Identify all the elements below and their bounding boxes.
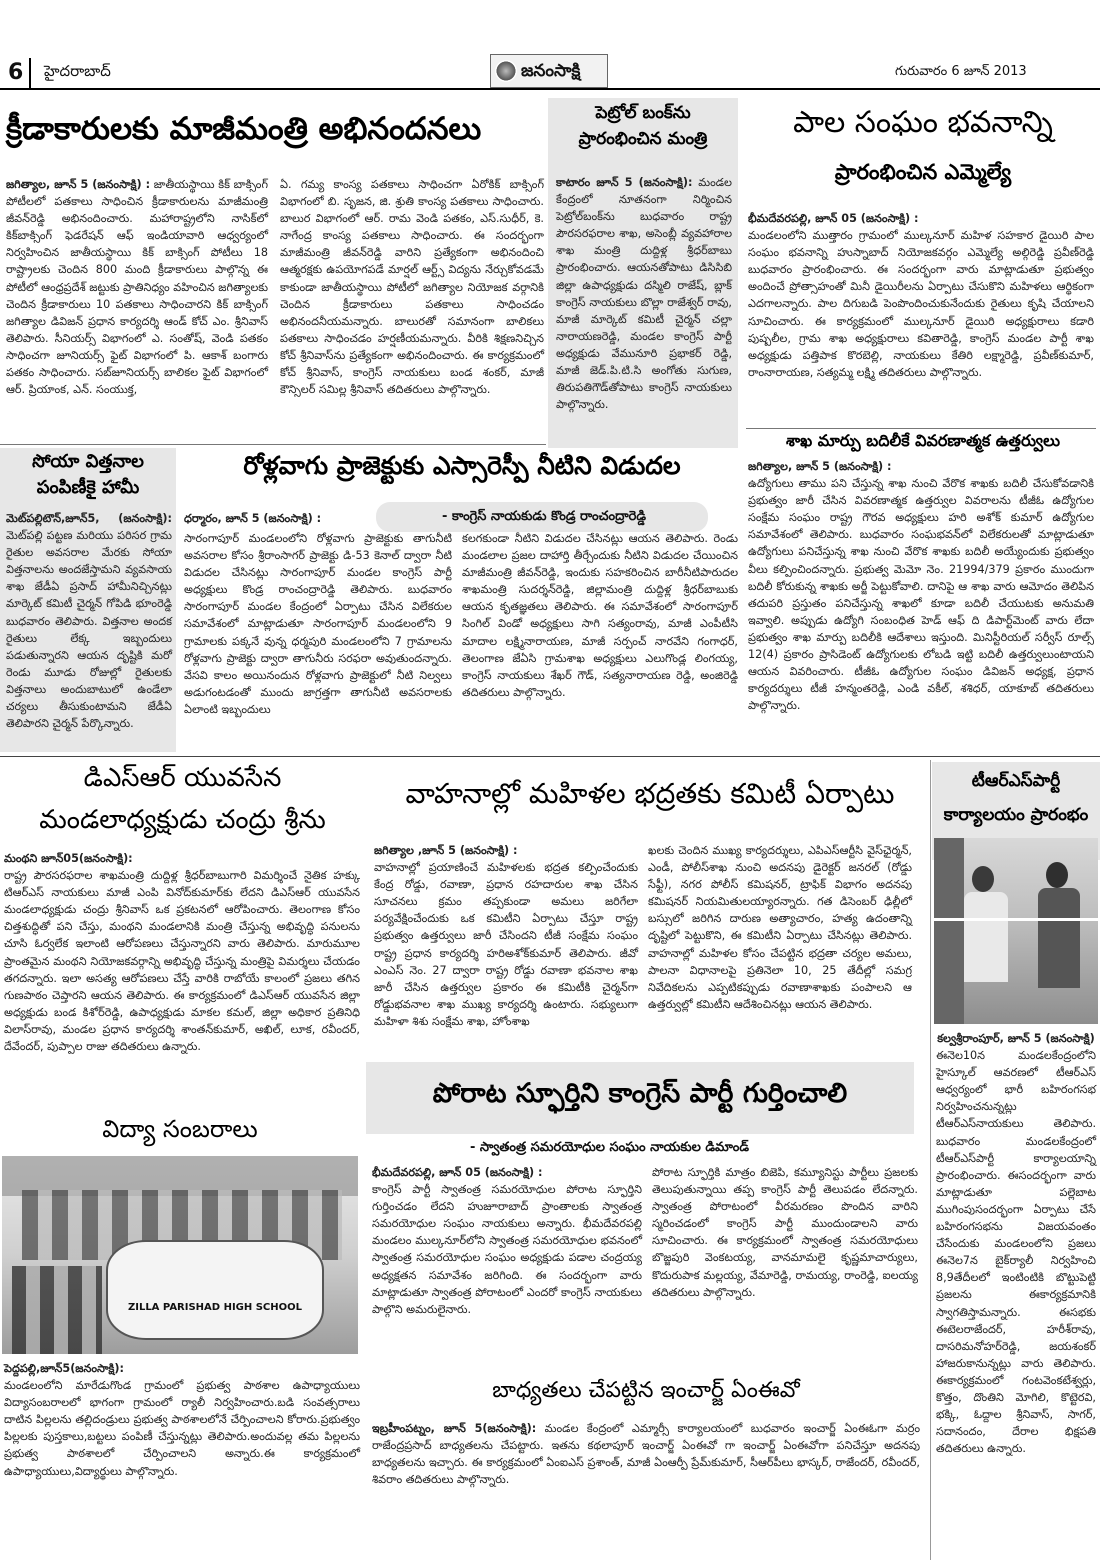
a6-subhead-box bbox=[376, 502, 708, 532]
a5-dateline: మెట్‌పల్లిటౌన్,జూన్5, (జనంసాక్షి): bbox=[6, 512, 172, 525]
a9-photo bbox=[934, 838, 1098, 1024]
a8-col2: ఖలకు చెందిన ముఖ్య కార్యదర్శులు, ఎపిఎస్ఆర్టీసి వైస్‌ఛైర్మన్, ఎండీ, పోలీస్‌శాఖ నుంచి అదనపు డైరెక్టర్ జనరల్ (రోడ్డు సేఫ్టీ), నగర పోలీస్ కమిషనర్, ట్రాఫిక్ విభాగం అదనపు కమిషనర్ నియమితులయ్యారన్నారు. గత డిసెంబర్ ఢిల్లీలో బస్సులో జరిగిన దారుణ అత్యాచారం, హత్య ఉదంతాన్ని దృష్టిలో పెట్టుకొని, ఈ కమిటీని ఏర్పాటు చేసినట్లు తెలిపారు. వాహనాల్లో మహిళల కోసం చేపట్టిన భద్రతా చర్యల అమలు, పాలనా విధానాలపై ప్రతినెలా 10, 25 తేదీల్లో సమగ్ర నివేదికలను ఎప్పటికప్పుడు రవాణాశాఖకు పంపాలని ఆ ఉత్తర్వుల్లో కమిటీని ఆదేశించినట్లు ఆయన తెలిపారు. bbox=[648, 844, 912, 1011]
photo-person2-head bbox=[1046, 862, 1068, 888]
row2-rule bbox=[0, 756, 1100, 757]
a5-headline-line2: పంపిణీకై హామీ bbox=[36, 477, 140, 498]
masthead-title: జనంసాక్షి bbox=[521, 61, 581, 81]
a9-dateline: కల్వశ్రీరాంపూర్, జూన్ 5 (జనంసాక్షి) bbox=[937, 1032, 1095, 1045]
a12-headline: బాధ్యతలు చేపట్టిన ఇంచార్జ్ ఏంఈవో bbox=[492, 1378, 800, 1403]
a4-dateline: జగిత్యాల, జూన్ 5 (జనంసాక్షి) : bbox=[748, 460, 892, 473]
a8-headline: వాహనాల్లో మహిళల భద్రతకు కమిటీ ఏర్పాటు bbox=[405, 777, 895, 810]
a9-headline-line2: కార్యాలయం ప్రారంభం bbox=[943, 805, 1089, 825]
a2-headline-line1: పెట్రోల్ బంక్‌ను bbox=[595, 103, 691, 123]
a8-body-col1: వాహనాల్లో ప్రయాణించే మహిళలకు భద్రత కల్పించేందుకు కేంద్ర రోడ్డు, రవాణా, ప్రధాన రహదారుల శాఖ చేసిన సూచనలు క్రమం తప్పకుండా అమలు జరిగేలా పర్యవేక్షించేందుకు ఒక కమిటీని ఏర్పాటు చేస్తూ రాష్ట్ర ప్రభుత్వం ఉత్తర్వులు జారీ చేసిందని టీజీ సంక్షేమ సంఘం రాష్ట్ర ప్రధాన కార్యదర్శి హరిఅశోక్‌కుమార్ తెలిపారు. జీవో ఎంఎస్ నెం. 27 ద్వారా రాష్ట్ర రోడ్డు రవాణా భవనాల శాఖ జారీ చేసిన ఉత్తర్వుల ప్రకారం ఈ కమిటీకి చైర్మన్‌గా రోడ్డుభవనాల శాఖ ముఖ్య కార్యదర్శి ఉంటారు. సభ్యులుగా మహిళా శిశు సంక్షేమ శాఖ, హోంశాఖ bbox=[374, 861, 638, 1028]
a3-headline-line1: పాల సంఘం భవనాన్ని bbox=[793, 105, 1053, 140]
a12-body-block bbox=[372, 1420, 920, 1492]
a11-headline: విద్యా సంబరాలు bbox=[102, 1115, 258, 1143]
a1-col1 bbox=[6, 176, 268, 434]
a10-subhead: - స్వాతంత్ర సమరయోధుల సంఘం నాయకుల డిమాండ్ bbox=[470, 1140, 749, 1155]
a2-body-block bbox=[556, 174, 732, 444]
a2-box bbox=[548, 98, 738, 448]
a5-headline-line1: సోయా విత్తనాల bbox=[32, 451, 144, 472]
a10-headline-box bbox=[366, 1062, 914, 1134]
photo-group-front bbox=[12, 1266, 102, 1354]
photo-person2-body bbox=[1038, 888, 1080, 988]
a7-headline-line1: డిఎస్ఆర్ యువసేన bbox=[83, 763, 282, 793]
a10-body-col1: కాంగ్రెస్ పార్టీ స్వాతంత్ర సమరయోధుల పోరాట స్ఫూర్తిని గుర్తించడం లేదని హుజూరాబాద్ ప్రాంతాలకు స్వాతంత్ర సమరయోధుల సంఘం నాయకులు అన్నారు. భీమదేవరపల్లి మండలం ముల్కనూర్‌లోని స్వాతంత్ర సమరయోధుల భవనంలో స్వాతంత్ర సమరయోధుల సంఘం అధ్యక్షుడు పడాల చంద్రయ్య అధ్యక్షతన సమావేశం జరిగింది. ఈ సందర్భంగా వారు మాట్లాడుతూ స్వాతంత్ర పోరాటంలో ఎందరో కాంగ్రెస్ నాయకులు పాల్గొని అమరులైనారు. bbox=[372, 1183, 642, 1316]
photo-person-body bbox=[964, 892, 1008, 982]
a8-dateline: జగిత్యాల ,జూన్ 5 (జనంసాక్షి) : bbox=[374, 844, 518, 857]
right-col-rule bbox=[930, 760, 931, 1560]
a3-dateline: భీమదేవరపల్లి, జూన్ 05 (జనంసాక్షి) : bbox=[748, 212, 919, 225]
a6-dateline: ధర్మారం, జూన్ 5 (జనంసాక్షి) : bbox=[184, 512, 322, 525]
a7-body-block bbox=[4, 850, 360, 1120]
a2-headline-line2: ప్రారంభించిన మంత్రి bbox=[578, 129, 708, 149]
a4-body: ఉద్యోగులు తాము పని చేస్తున్న శాఖ నుంచి వేరొక శాఖకు బదిలీ చేసుకోవడానికి ప్రభుత్వం జారీ చేసిన వివరణాత్మక ఉత్తర్వుల వివరాలను టీజీఓ ఉద్యోగుల సంక్షేమ సంఘం రాష్ట్ర గౌరవ అధ్యక్షులు హరి అశోక్ కుమార్ ఉద్యోగుల సమావేశంలో తెలిపారు. బుధవారం సంఘభవన్‌లో విలేకరులతో మాట్లాడుతూ ఉద్యోగులు పనిచేస్తున్న శాఖ నుంచి వేరొక శాఖకు బదిలీ అయ్యేందుకు ప్రభుత్వం వీలు కల్పించిందన్నారు. ప్రభుత్వ మెమో నెం. 21994/379 ప్రకారం ముందుగా బదిలీ కోరుకున్న శాఖకు అర్జీ పెట్టుకోవాలి. దానిపై ఆ శాఖ వారు ఆమోదం తెలిపిన తదుపరి ప్రస్తుతం పనిచేస్తున్న శాఖలో కూడా బదిలీ చేయుటకు అనుమతి ఇవ్వాలి. అప్పుడు ఉద్యోగి సంబంధిత హెడ్ ఆఫ్ ది డిపార్ట్‌మెంట్ వారు లేదా ప్రభుత్వం శాఖ మార్పు బదిలీకి ఆదేశాలు ఇస్తుంది. మినిస్టీరియల్ సర్వీస్ రూల్స్ 12(4) ప్రకారం ప్రాసిడెంట్ ఉద్యోగులకు లోబడి ఇట్టి బదిలీ ఉత్తర్వులుంటాయని ఆయన వివరించారు. టీజీఓ ఉద్యోగుల సంఘం డివిజన్ అధ్యక్ష, ప్రధాన కార్యదర్శులు టీజీ హన్మంతరెడ్డి, ఎండి వకీల్, శశిధర్, యాకూబ్ తదితరులు పాల్గొన్నారు. bbox=[748, 477, 1094, 713]
a8-col1 bbox=[374, 842, 638, 1058]
a6-col1: సారంగాపూర్ మండలంలోని రోళ్లవాగు ప్రాజెక్టుకు తాగునీటి అవసరాల కోసం శ్రీరాంసాగర్ ప్రాజెక్టు డి-53 కెనాల్ ద్వారా నీటి విడుదల చేసినట్లు సారంగాపూర్ మండల కాంగ్రెస్ పార్టీ అధ్యక్షులు కొండ్ర రాంచంద్రారెడ్డి తెలిపారు. బుధవారం సారంగాపూర్ మండల కేంద్రంలో ఏర్పాటు చేసిన విలేకరుల సమావేశంలో మాట్లాడుతూ సారంగాపూర్ మండలంలోని 9 గ్రామాలకు పక్కనే వున్న ధర్మపురి మండలంలోని 7 గ్రామాలను రోళ్లవాగు ప్రాజెక్టు ద్వారా తాగునీరు సరఫరా అవుతుందన్నారు. వేసవి కాలం అయినందున రోళ్లవాగు ప్రాజెక్టులో నీటి నిల్వలు అడుగంటడంతో ముందు జాగ్రత్తగా తాగునీటి అవసరాలకు ఏలాంటి ఇబ్బందులు bbox=[184, 532, 452, 716]
a12-dateline: ఇబ్రహీంపట్నం, జూన్ 5(జనంసాక్షి): bbox=[372, 1422, 537, 1435]
a10-col2: పోరాట స్ఫూర్తికి మాత్రం బిజెపి, కమ్యూనిస్టు పార్టీలు ప్రజలకు తెలుపుతున్నాయి తప్ప కాంగ్రెస్ పార్టీ తెలుపడం లేదన్నారు. స్వాతంత్ర పోరాటంలో వీరమరణం పొందిన వారిని స్మరించడంలో కాంగ్రెస్ పార్టీ ముందుండాలని వారు సూచించారు. ఈ కార్యక్రమంలో స్వాతంత్ర సమరయోధులు బొజ్జపురి వెంకటయ్య, వానమామలై కృష్ణమాచార్యులు, కొదురుపాక మల్లయ్య, వేమారెడ్డి, రామయ్య, రాంరెడ్డి, ఐలయ్య తదితరులు పాల్గొన్నారు. bbox=[652, 1166, 918, 1299]
a11-body-block bbox=[4, 1360, 360, 1478]
header-rule bbox=[0, 88, 1100, 90]
a1-col2 bbox=[280, 176, 544, 434]
a7-headline-line2: మండలాధ్యక్షుడు చంద్రు శ్రీను bbox=[39, 805, 326, 835]
a11-photo bbox=[2, 1156, 358, 1354]
masthead-emblem-icon bbox=[495, 60, 517, 82]
a6-col2: కలగకుండా నీటిని విడుదల చేసినట్లు ఆయన తెలిపారు. రెండు మండలాల ప్రజల దాహార్తి తీర్చేందుకు నీటిని విడుదల చేయించిన మాజీమంత్రి జీవన్‌రెడ్డి, ఇందుకు సహకరించిన బారీనీటిపారుదల శాఖమంత్రి సుదర్శన్‌రెడ్డి, జిల్లామంత్రి దుద్దిళ్ల శ్రీధర్‌బాబుకు ఆయన కృతజ్ఞతలు తెలిపారు. ఈ సమావేశంలో సారంగాపూర్ సింగిల్ విండో అధ్యక్షులు సాగి సత్యంరావు, మాజీ ఎంపీటీసి మాదాల లక్ష్మినారాయణ, మాజీ సర్పంచ్ నారవేని గంగాధర్, తెలంగాణ జేఏసి గ్రామశాఖ అధ్యక్షులు ఎలుగొండ్ల లింగయ్య, కాంగ్రెస్ నాయకులు శేఖర్ గౌడ్, సత్యనారాయణ రెడ్డి, అంజిరెడ్డి తదితరులు పాల్గొన్నారు. bbox=[462, 532, 738, 699]
a9-headline-line1: టీఆర్ఎస్‌పార్టీ bbox=[971, 771, 1061, 791]
a4-body-block bbox=[748, 458, 1094, 750]
a9-body-block bbox=[936, 1030, 1096, 1524]
a6-headline: రోళ్లవాగు ప్రాజెక్టుకు ఎస్సారెస్పీ నీటిని విడుదల bbox=[243, 451, 681, 480]
a1-headline: క్రీడాకారులకు మాజీమంత్రి అభినందనలు bbox=[6, 111, 482, 147]
photo-doorframe bbox=[934, 838, 964, 1024]
school-banner bbox=[106, 1240, 324, 1340]
a3-headline-line2: ప్రారంభించిన ఎమ్మెల్యే bbox=[834, 160, 1012, 184]
a9-body: ఈనెల10న మండలకేంద్రంలోని హైస్కూల్ ఆవరణలో టీఆర్ఎస్ ఆధ్వర్యంలో భారీ బహిరంగసభ నిర్వహించనున్నట్లు టీఆర్ఎస్‌నాయకులు తెలిపారు. బుధవారం మండలకేంద్రంలో టీఆర్ఎస్‌పార్టీ కార్యాలయాన్ని ప్రారంభించారు. ఈసందర్భంగా వారు మాట్లాడుతూ పల్లెబాట ముగింపుసందర్భంగా ఏర్పాటు చేసే బహిరంగసభను విజయవంతం చేసేందుకు మండలంలోని ప్రజలు ఈనెల7న బైక్‌ర్యాలీ నిర్వహించి 8,9తేదీలలో ఇంటింటికి బొట్టుపెట్టి ప్రజలను ఈకార్యక్రమానికి స్వాగతిస్తామన్నారు. ఈసభకు ఈటెలరాజేందర్, హరీశ్‌రావు, దాసరిమనోహర్‌రెడ్డి, జయశంకర్ హాజరుకానున్నట్లు వారు తెలిపారు. ఈకార్యక్రమంలో గంటవెంకటేశ్వర్లు, కొత్తం, దొంతిని మోగిలి, కొట్టెరవి, భక్కి, ఓద్దాల శ్రీనివాస్, సాగర్, సదానందం, దేరాల భిక్షపతి తదితరులు ఉన్నారు. bbox=[936, 1049, 1096, 1456]
a2-body: మండల కేంద్రంలో నూతనంగా నిర్మించిన పెట్రోల్‌బంక్‌ను బుధవారం రాష్ట్ర పౌరసరఫరాల శాఖ, అసెంబ్లీ వ్యవహారాల శాఖ మంత్రి దుద్దిళ్ల శ్రీధర్‌బాబు ప్రారంభించారు. ఆయనతోపాటు డిసిసిబి జిల్లా ఉపాధ్యక్షుడు దస్మిలి రాజేష్, బ్లాక్ కాంగ్రెస్ నాయకులు బొల్లా రాజేశ్వర్ రావు, మాజీ మార్కెట్ కమిటీ చైర్మన్ చల్లా నారాయణరెడ్డి, మండల కాంగ్రెస్ పార్టీ అధ్యక్షుడు వేమునూరి ప్రభాకర్ రెడ్డి, మాజీ జెడ్.పి.టి.సి అంగోతు సుగుణ, తిరుపతిగౌడ్‌తోపాటు కాంగ్రెస్ నాయకులు పాల్గొన్నారు. bbox=[556, 176, 732, 412]
school-banner-text: ZILLA PARISHAD HIGH SCHOOL bbox=[127, 1302, 303, 1313]
a5-body: మెట్‌పల్లి పట్టణ మరియు పరిసర గ్రామ రైతుల అవసరాల మేరకు సోయా విత్తనాలను అందజేస్తామని వ్యవసాయ శాఖ జేడీఏ ప్రసాద్ హామీనిచ్చినట్లు మార్కెట్ కమిటీ చైర్మన్ గోపిడి భూంరెడ్డి బుధవారం తెలిపారు. విత్తనాల అందక రైతులు లేక్క ఇబ్బందులు పడుతున్నారని ఆయన దృష్టికి మరో రెండు మూడు రోజుల్లో రైతులకు విత్తనాలు అందుబాటులో ఉండేలా చర్యలు తీసుకుంటామని జేడీఏ తెలిపారని చైర్మన్ పేర్కొన్నారు. bbox=[6, 529, 172, 731]
a4-headline: శాఖ మార్పు బదిలీకే వివరణాత్మక ఉత్తర్వులు bbox=[785, 431, 1061, 450]
page-number-rule bbox=[29, 58, 31, 88]
a5-body-block bbox=[6, 510, 172, 748]
a2-dateline: కాటారం జూన్ 5 (జనంసాక్షి): bbox=[556, 176, 693, 189]
photo-person-head bbox=[972, 866, 994, 892]
a11-dateline: పెద్దపల్లి,జూన్5(జనంసాక్షి): bbox=[4, 1362, 124, 1375]
a1-body-col1: జాతీయస్థాయి కిక్ బాక్సింగ్ పోటీలలో పతకాలు సాధించిన క్రీడాకారులను మాజీమంత్రి జీవన్‌రెడ్డి అభినందించారు. మహారాష్ట్రలోని నాసిక్‌లో కిక్‌బాక్సింగ్ ఫెడరేషన్ ఆఫ్ ఇండియావారి ఆధ్వర్యంలో నిర్వహించిన జాతీయస్థాయి కిక్ బాక్సింగ్ పోటీలు 18 రాష్ట్రాలకు చెందిన 800 మంది క్రీడాకారులు పాల్గొన్న ఈ పోటీలో ఆంధ్రప్రదేశ్ జట్టుకు ప్రాతినిధ్యం వహించిన జగిత్యాలకు చెందిన క్రీడాకారులు 10 పతకాలు సాధించారని కిక్ బాక్సింగ్ జగిత్యాల డివిజన్ ప్రధాన కార్యదర్శి ఆండ్ కోచ్ ఎం. శ్రీనివాస్ తెలిపారు. సీనియర్స్ విభాగంలో ఎ. సంతోష్, వెండి పతకం సాధించగా జూనియర్స్ ఫైట్ విభాగంలో పి. ఆకాశ్ బంగారు పతకం సాధించారు. సబ్‌జూనియర్స్ బాలికల ఫైట్ విభాగంలో ఆర్. ప్రియాంక, ఎన్. సంయుక్త, bbox=[6, 178, 269, 397]
a5-box bbox=[0, 448, 176, 752]
a7-dateline: మంథని జూన్05(జనంసాక్షి): bbox=[4, 852, 133, 865]
page-number: 6 bbox=[8, 60, 24, 85]
header-date: గురువారం 6 జూన్ 2013 bbox=[895, 64, 1027, 79]
a3-rule bbox=[746, 428, 1096, 429]
a12-body: మండల కేంద్రంలో ఎమ్మార్సీ కార్యాలయంలో బుధవారం ఇంచార్జ్ ఏంఈఓగా మర్రం రాజేంద్రప్రసాద్ బాధ్యతలను చేపట్టారు. ఇతను కథలాపూర్ ఇంచార్జ్ ఏంఈవో గా ఇంచార్జ్ ఏంఈవోగా పనిచేస్తూ అదనపు బాధ్యతలను ఇచ్చారు. ఈ కార్యక్రమంలో ఏంఐఎస్ ప్రశాంత్, మాజీ ఏంఆర్పీ ప్రేమ్‌కుమార్, సీఆర్‌పీలు భాస్కర్, రాజేందర్, రవీందర్, శివరాం తదితరులు పాల్గొన్నారు. bbox=[372, 1422, 921, 1487]
row1-rule bbox=[0, 444, 546, 445]
a11-body: మండలంలోని మారేడుగొండ గ్రామంలో ప్రభుత్వ పాఠశాల ఉపాధ్యాయులు విద్యాసంబరాలలో భాగంగా గ్రామంలో ర్యాలీ నిర్వహించారు.బడి సంవత్సరాలు దాటిన పిల్లలను తల్లిదండ్రులు ప్రభుత్వ పాఠశాలలోనే చేర్పించాలని కోరారు.ప్రభుత్వం పిల్లలకు పుస్తకాలు,బట్టలు పంపిణీ చేస్తున్నట్లు తెలిపారు.అందువల్ల తమ పిల్లలను ప్రభుత్వ పాఠశాలలో చేర్పించాలని అన్నారు.ఈ కార్యక్రమంలో ఉపాధ్యాయులు,విద్యార్థులు పాల్గొన్నారు. bbox=[4, 1379, 360, 1478]
a1-dateline: జగిత్యాల, జూన్ 5 (జనంసాక్షి) : bbox=[6, 178, 151, 191]
a6-subhead: - కాంగ్రెస్ నాయకుడు కొండ్ర రాంచంద్రారెడ్డి bbox=[442, 509, 646, 524]
a10-headline: పోరాట స్ఫూర్తిని కాంగ్రెస్ పార్టీ గుర్తించాలి bbox=[432, 1078, 848, 1109]
a7-body: రాష్ట్ర పౌరసరఫరాల శాఖమంత్రి దుద్దిళ్ల శ్రీధర్‌బాబుగారి విమర్శించే నైతిక హక్కు టిఆర్ఎస్ నాయకులు మాజీ ఎంపి వినోద్‌కుమార్‌కు లేదని డిఎస్ఆర్ యువసేన మండలాధ్యక్షుడు చంద్రు శ్రీనివాస్ ఒక ప్రకటనలో ఆరోపించారు. తెలంగాణ కోసం చిత్తశుద్ధితో పని చేస్తు, మంథని మండలానికి మంత్రి చేస్తున్న అభివృద్ధి పనులను చూసి ఓర్వలేక ఇలాంటి ఆరోపణలు చేస్తున్నారని వారు తెలిపారు. మారుమూల ప్రాంతమైన మంథని నియోజకవర్గాన్ని అభివృద్ధి చేస్తున్న మంత్రిపై విమర్శలు చేయడం తగదన్నారు. ఇలా అసత్య ఆరోపణలు చేస్తే వారికి రాబోయే కాలంలో ప్రజలు తగిన గుణపాఠం చెప్తారని ఆయన తెలిపారు. ఈ కార్యక్రమంలో డిఎస్ఆర్ యువసేన జిల్లా అధ్యక్షుడు బండ కిశోర్‌రెడ్డి, ఉపాధ్యక్షుడు మాకల కమల్, జిల్లా అధికార ప్రతినిధి విలాస్‌రావు, మండల ప్రధాన కార్యదర్శి శాంతన్‌కుమార్, అఖిల్, లూక, రవీందర్, దేవేందర్, పుప్పాల రాజు తదితరులు ఉన్నారు. bbox=[4, 869, 360, 1054]
a10-dateline: భీమదేవరపల్లి, జూన్ 05 (జనంసాక్షి) : bbox=[372, 1166, 543, 1179]
a10-col1 bbox=[372, 1164, 642, 1344]
a3-body-block bbox=[748, 210, 1094, 428]
masthead-logo bbox=[490, 54, 608, 88]
page-header bbox=[0, 0, 1100, 90]
photo-ribbon bbox=[934, 918, 1098, 921]
a1-body-col2: ఏ. గమ్య కాంస్య పతకాలు సాధించగా ఏరోకిక్ బాక్సింగ్ విభాగంలో బి. సృజన, జి. శ్రుతి కాంస్య పతకాలు సాధించారు. బాలుర విభాగంలో ఆర్. రామ వెండి పతకం, ఎస్.సుధీర్, కె. నాగేంద్ర కాంస్య పతకాలు సాధించారు. ఈ సందర్భంగా మాజీమంత్రి జీవన్‌రెడ్డి వారిని ప్రత్యేకంగా అభినందించి ఆత్మరక్షకు ఉపయోగపడే మార్షల్ ఆర్ట్స్ విద్యను నేర్చుకోవడమే కాకుండా జాతీయస్థాయి పోటీలో జగిత్యాల నియోజక వర్గానికి చెందిన క్రీడాకారులు పతకాలు సాధించడం అభినందనీయమన్నారు. బాలురతో సమానంగా బాలికలు పతకాలు సాధించడం హర్షణీయమన్నారు. వీరికి శిక్షణనిచ్చిన కోచ్ శ్రీనివాస్‌ను ప్రత్యేకంగా అభినందించారు. ఈ కార్యక్రమంలో కోచ్ శ్రీనివాస్, కాంగ్రెస్ నాయకులు బండ శంకర్, మాజీ కౌన్సిలర్ సమిల్ల శ్రీనివాస్ తదితరులు పాల్గొన్నారు. bbox=[280, 178, 544, 397]
a3-body: మండలంలోని ముత్తారం గ్రామంలో ముల్కనూర్ మహిళ సహకార డైయిరి పాల సంఘం భవనాన్ని హుస్నాబాద్ నియోజకవర్గం ఎమ్మెల్యే అల్గిరెడ్డి ప్రవీణ్‌రెడ్డి బుధవారం ప్రారంభించారు. ఈ సందర్భంగా వారు మాట్లాడుతూ ప్రభుత్వం అందించే ప్రోత్సాహంతో మినీ డైయిరీలను ఏర్పాటు చేసుకొని మహిళలు ఆర్థికంగా ఎదగాలన్నారు. పాల దిగుబడి పెంపొందించుకునేందుకు రైతులు కృషి చేయాలని సూచించారు. ఈ కార్యక్రమంలో ముల్కనూర్ డైయిరి అధ్యక్షురాలు కడారి పుష్పలీల, గ్రామ శాఖ అధ్యక్షురాలు కవితారెడ్డి, కాంగ్రెస్ మండల పార్టీ శాఖ అధ్యక్షుడు పత్తిపాక కొరబెల్లి, నాయకులు కేతిరి లక్ష్మారెడ్డి, ప్రవీణ్‌కుమార్, రాంనారాయణ, సత్యమ్మ లక్ష్మి తదితరులు పాల్గొన్నారు. bbox=[748, 229, 1094, 379]
city-label: హైదరాబాద్ bbox=[44, 62, 111, 80]
